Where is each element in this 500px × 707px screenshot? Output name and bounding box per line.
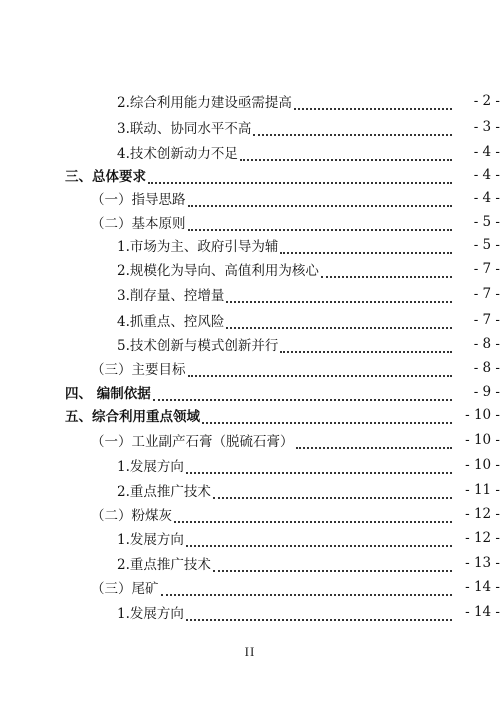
toc-entry-page: - 5 - <box>473 214 500 230</box>
toc-entry[interactable] <box>0 309 500 331</box>
toc-entry-label: （三）主要目标 <box>91 362 186 378</box>
toc-entry-label: 五、综合利用重点领域 <box>65 409 200 425</box>
toc-entry-page: - 12 - <box>465 506 500 522</box>
dot-leader <box>280 339 452 353</box>
toc-entry-label: 4.抓重点、控风险 <box>117 314 225 330</box>
toc-entry-page: - 14 - <box>465 579 500 595</box>
toc-entry-page: - 3 - <box>473 119 500 135</box>
dot-leader <box>186 460 452 474</box>
toc-entry-label: 2.综合利用能力建设亟需提高 <box>117 95 292 111</box>
toc-entry-page: - 8 - <box>473 360 500 376</box>
toc-entry[interactable] <box>0 552 500 574</box>
toc-entry-label: 4.技术创新动力不足 <box>117 146 238 162</box>
toc-entry-page: - 10 - <box>465 432 500 448</box>
toc-entry[interactable] <box>0 234 500 256</box>
dot-leader <box>153 387 452 401</box>
toc-entry-page: - 7 - <box>473 286 500 302</box>
toc-entry-label: 三、总体要求 <box>65 169 146 185</box>
dot-leader <box>202 410 452 424</box>
toc-entry-page: - 8 - <box>473 336 500 352</box>
toc-entry[interactable] <box>0 187 500 209</box>
toc-entry[interactable] <box>0 164 500 186</box>
toc-entry[interactable] <box>0 116 500 138</box>
toc-entry-page: - 12 - <box>465 530 500 546</box>
toc-entry-label: （二）粉煤灰 <box>91 508 172 524</box>
toc-entry-label: 2.重点推广技术 <box>117 484 211 500</box>
toc-entry[interactable] <box>0 283 500 305</box>
toc-entry-page: - 13 - <box>465 555 500 571</box>
toc-entry[interactable] <box>0 333 500 355</box>
page-number: II <box>244 644 256 659</box>
toc-entry-page: - 5 - <box>473 237 500 253</box>
toc-entry-label: 1.发展方向 <box>117 532 184 548</box>
dot-leader <box>161 582 453 596</box>
toc-entry-label: （三）尾矿 <box>91 581 159 597</box>
toc-entry-label: 四、 编制依据 <box>65 386 151 402</box>
dot-leader <box>174 509 452 523</box>
toc-entry[interactable] <box>0 601 500 623</box>
toc-entry-label: （一）工业副产石膏（脱硫石膏） <box>91 434 294 450</box>
dot-leader <box>294 96 452 110</box>
toc-entry-page: - 10 - <box>465 457 500 473</box>
dot-leader <box>186 533 452 547</box>
dot-leader <box>296 435 453 449</box>
toc-entry[interactable] <box>0 258 500 280</box>
toc-entry-page: - 9 - <box>473 384 500 400</box>
toc-entry[interactable] <box>0 576 500 598</box>
toc-entry-page: - 4 - <box>473 144 500 160</box>
toc-entry-label: 1.发展方向 <box>117 459 184 475</box>
toc-entry-page: - 10 - <box>465 407 500 423</box>
dot-leader <box>213 558 452 572</box>
toc-entry-label: （二）基本原则 <box>91 216 186 232</box>
dot-leader <box>321 264 452 278</box>
toc-entry-label: 2.重点推广技术 <box>117 557 211 573</box>
toc-entry-label: 3.联动、协同水平不高 <box>117 121 252 137</box>
toc-entry-page: - 11 - <box>465 482 500 498</box>
toc-entry[interactable] <box>0 211 500 233</box>
dot-leader <box>253 122 452 136</box>
toc-entry-page: - 4 - <box>473 167 500 183</box>
toc-entry-page: - 14 - <box>465 604 500 620</box>
dot-leader <box>213 485 452 499</box>
toc-entry[interactable] <box>0 357 500 379</box>
dot-leader <box>186 607 452 621</box>
dot-leader <box>226 289 452 303</box>
toc-entry-label: 1.市场为主、政府引导为辅 <box>117 239 279 255</box>
toc-entry[interactable] <box>0 479 500 501</box>
dot-leader <box>188 193 453 207</box>
dot-leader <box>188 217 453 231</box>
toc-entry[interactable] <box>0 90 500 112</box>
toc-entry[interactable] <box>0 527 500 549</box>
toc-entry-page: - 4 - <box>473 190 500 206</box>
toc-entry[interactable] <box>0 429 500 451</box>
toc-entry[interactable] <box>0 454 500 476</box>
toc-entry-page: - 7 - <box>473 261 500 277</box>
toc-entry-label: （一）指导思路 <box>91 192 186 208</box>
dot-leader <box>280 240 452 254</box>
toc-entry-label: 1.发展方向 <box>117 606 184 622</box>
toc-entry-label: 3.削存量、控增量 <box>117 288 225 304</box>
toc-entry[interactable] <box>0 404 500 426</box>
toc-entry[interactable] <box>0 141 500 163</box>
toc-entry-label: 2.规模化为导向、高值利用为核心 <box>117 263 319 279</box>
dot-leader <box>188 363 453 377</box>
dot-leader <box>240 147 452 161</box>
dot-leader <box>226 315 452 329</box>
toc-entry[interactable] <box>0 503 500 525</box>
toc-entry-label: 5.技术创新与模式创新并行 <box>117 338 279 354</box>
toc-entry[interactable] <box>0 381 500 403</box>
toc-entry-page: - 2 - <box>473 93 500 109</box>
toc-entry-page: - 7 - <box>473 312 500 328</box>
dot-leader <box>148 170 452 184</box>
